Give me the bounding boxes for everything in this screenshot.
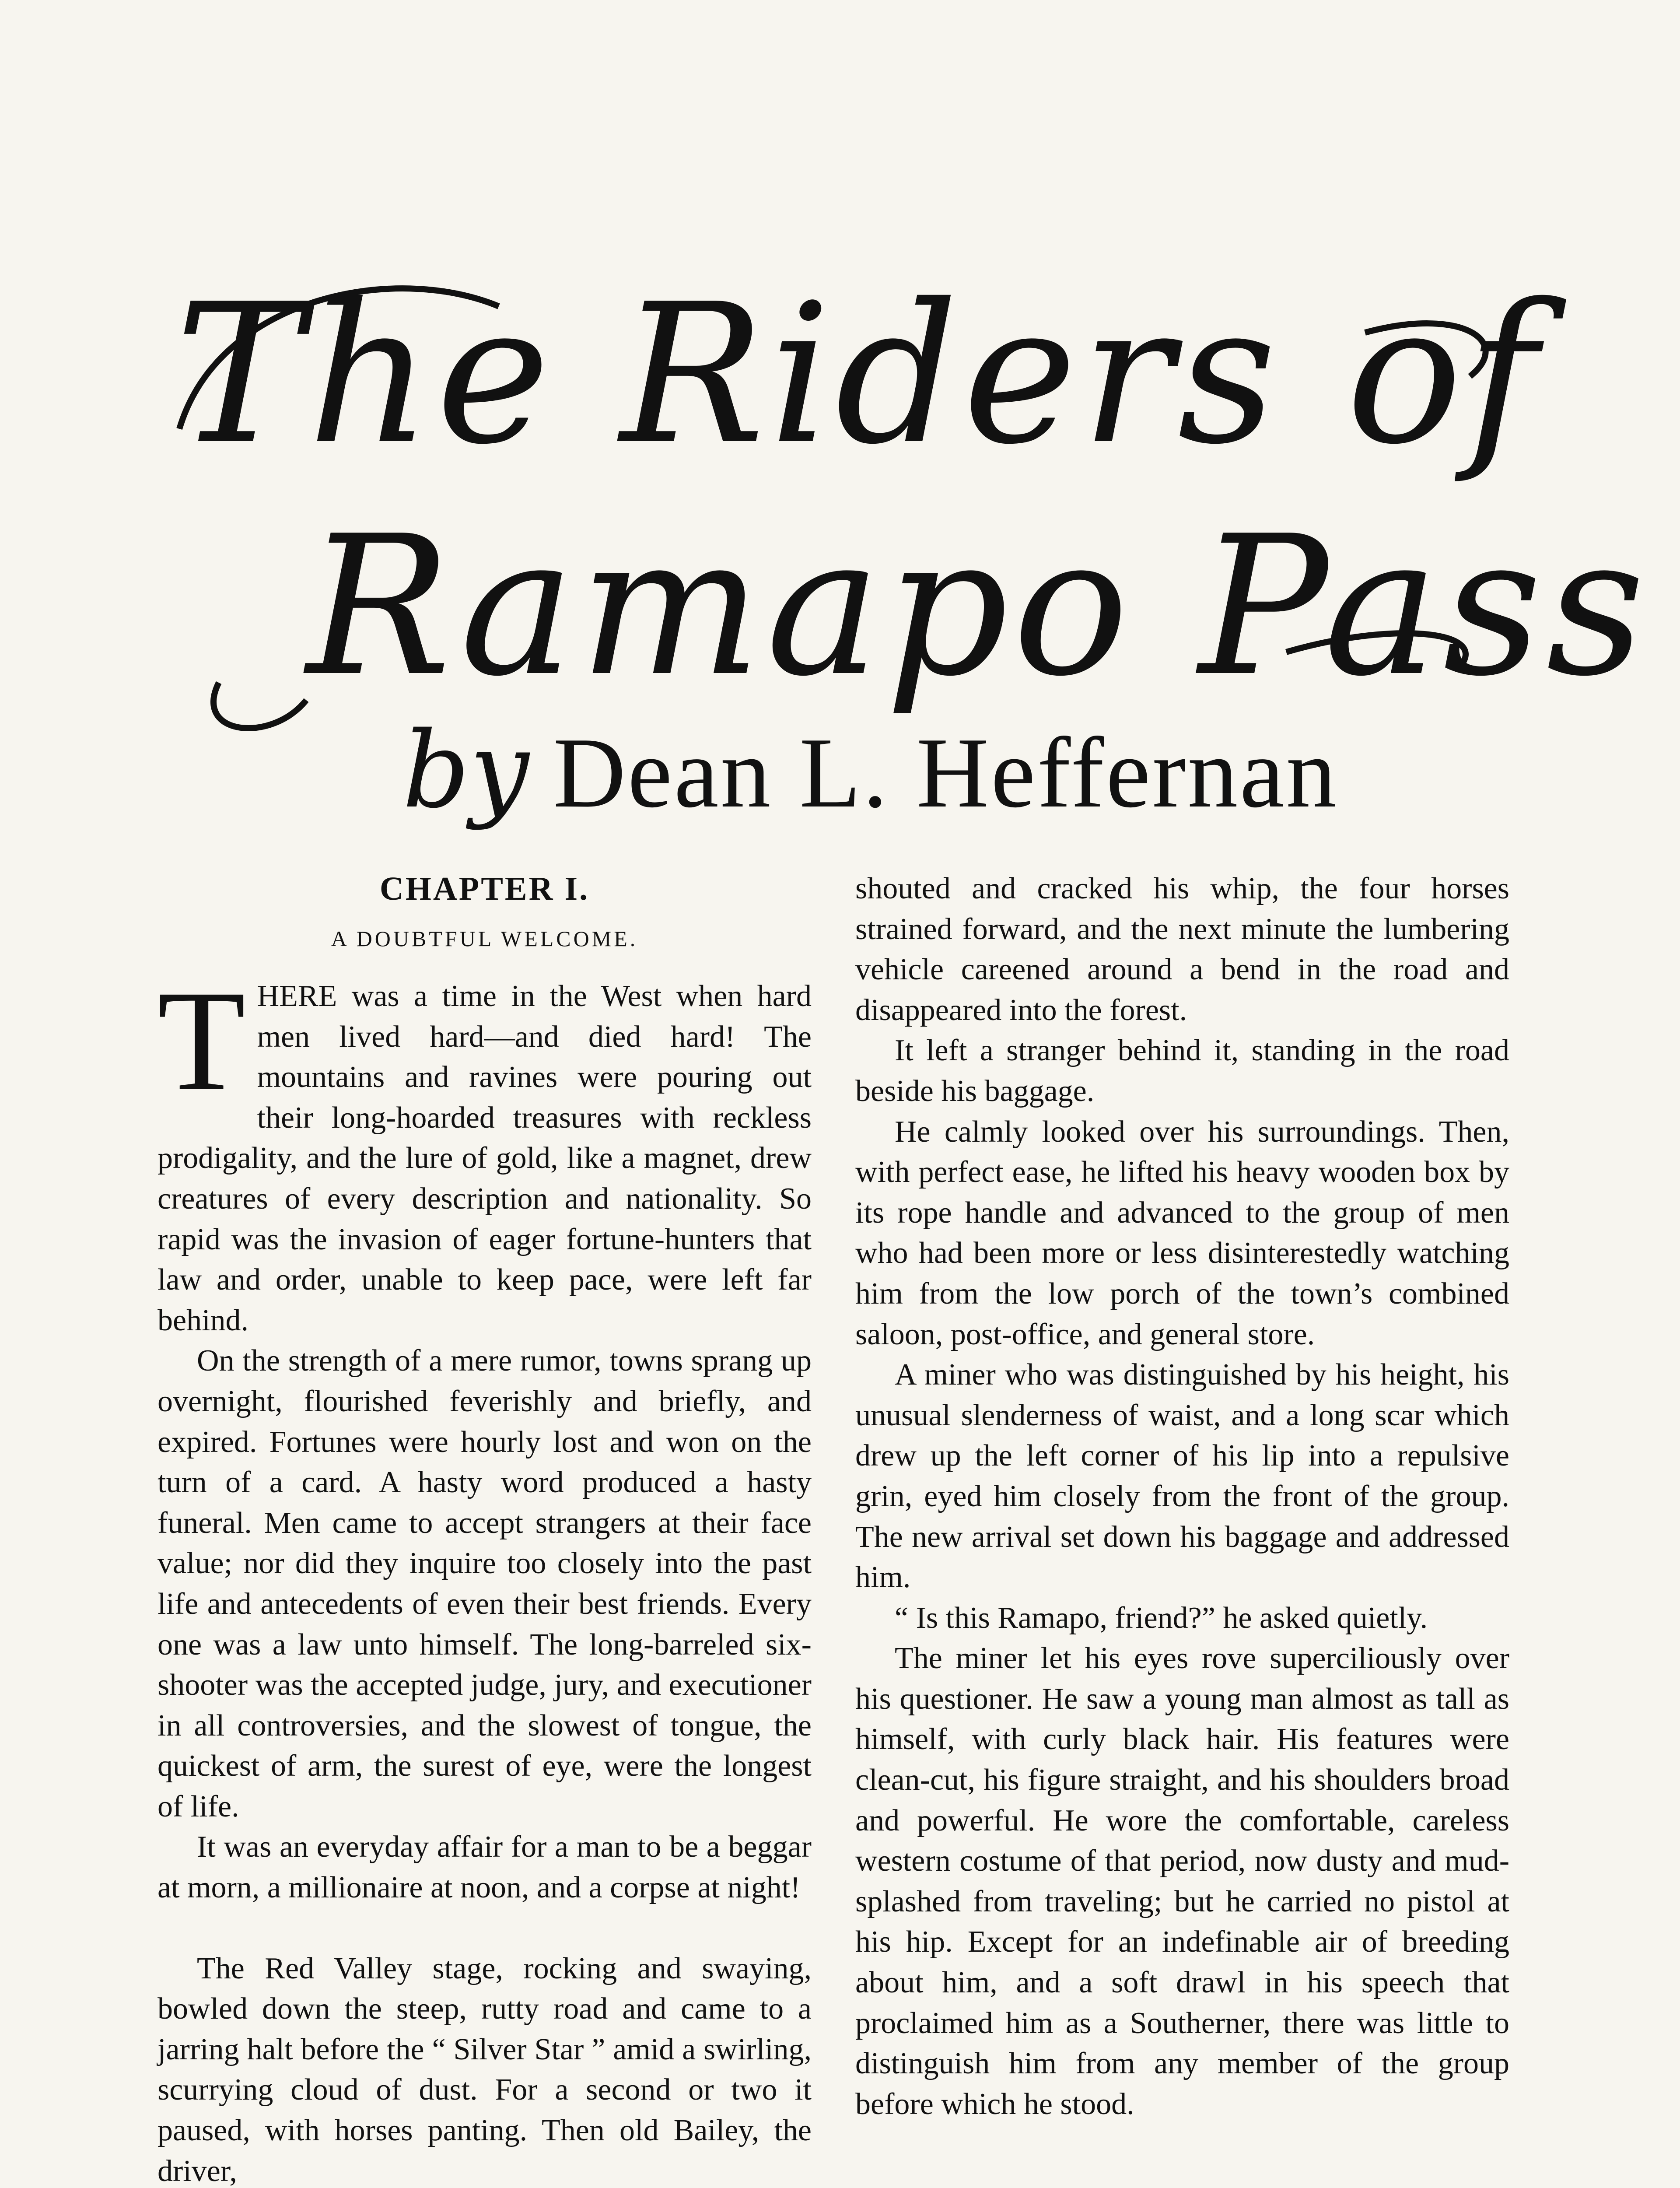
paragraph: “ Is this Ramapo, friend?” he asked quietly. — [895, 1601, 1428, 1635]
paragraph: It left a stranger behind it, standing in the road beside his baggage. — [855, 1034, 1509, 1108]
right-text-column — [855, 869, 1509, 2125]
chapter-heading: CHAPTER I. — [379, 870, 590, 907]
chapter-subheading: A DOUBTFUL WELCOME. — [331, 926, 638, 951]
author-name: Dean L. Heffernan — [553, 717, 1338, 828]
paragraph — [158, 961, 812, 1341]
paragraph: A miner who was distinguished by his height, his unusual slenderness of waist, and a long scar which drew up the left corner of his lip into a repulsive grin, eyed him closely from the front of the group. The new arrival set down his baggage and addressed him. — [855, 1358, 1509, 1595]
drop-cap: T — [158, 961, 246, 1121]
paragraph: shouted and cracked his whip, the four horses strained forward, and the next minute the lumbering vehicle careened around a bend in the road and disappeared into the forest. — [855, 872, 1509, 1027]
paragraph-text: HERE was a time in the West when hard men lived hard—and died hard! The mountains and ravines were pouring out their long-hoarded treasures with reckless prodigality, and the lure of gold, like a magnet, drew creatures of every description and nationality. So rapid was the invasion of eager fortune-hunters that law and order, unable to keep pace, were left far behind. — [158, 979, 812, 1337]
paragraph: The Red Valley stage, rocking and swaying, bowled down the steep, rutty road and came to a jarring halt before the “ Silver Star ” amid a swirling, scurrying cloud of dust. For a second or two it paused, with horses panting. Then old Bailey, the driver, — [158, 1951, 812, 2188]
title-line-2: Ramapo Pass — [306, 494, 1649, 719]
left-text-column — [158, 869, 812, 2188]
paragraph: It was an everyday affair for a man to be a beggar at morn, a millionaire at noon, and a corpse at night! — [158, 1830, 812, 1905]
story-title — [166, 245, 1649, 753]
byline-by: by — [402, 709, 529, 831]
section-break — [158, 1908, 812, 1949]
paragraph: The miner let his eyes rove superciliously over his questioner. He saw a young man almost as tall as himself, with curly black hair. His features were clean-cut, his figure straight, and his shoulders broad and powerful. He wore the comfortable, careless western costume of that period, now dusty and mud-splashed from traveling; but he carried no pistol at his hip. Except for an indefinable air of breeding about him, and a soft drawl in his speech that proclaimed him as a Southerner, there was little to distinguish him from any member of the group before which he stood. — [855, 1641, 1509, 2121]
paragraph: He calmly looked over his surroundings. Then, with perfect ease, he lifted his heavy wooden box by its rope handle and advanced to the group of men who had been more or less disinterestedly watching him from the low porch of the town’s combined saloon, post-office, and general store. — [855, 1115, 1509, 1351]
title-line-1: The Riders of — [175, 263, 1542, 487]
byline — [402, 709, 1365, 831]
paragraph: On the strength of a mere rumor, towns sprang up overnight, flourished feverishly and briefly, and expired. Fortunes were hourly lost and won on the turn of a card. A hasty word produced a hasty funeral. Men came to accept strangers at their face value; nor did they inquire too closely into the past life and antecedents of even their best friends. Every one was a law unto himself. The long-barreled six-shooter was the accepted judge, jury, and executioner in all controversies, and the slowest of tongue, the quickest of arm, the surest of eye, were the longest of life. — [158, 1344, 812, 1823]
